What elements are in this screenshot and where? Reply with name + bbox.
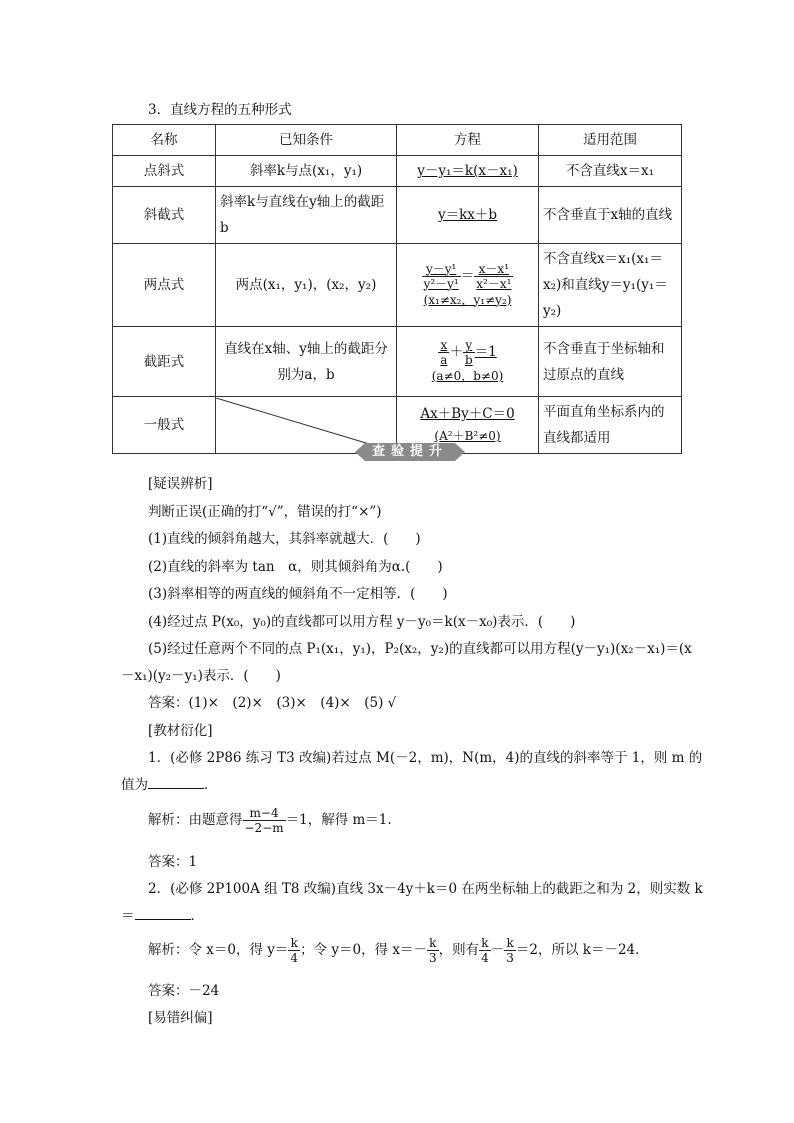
table-header-row [113,125,682,156]
row-equation: $\frac{x}{a}$ ＋ $\frac{y}{b}$ ＝1 (a≠0，b≠0) [397,327,539,397]
row-name: 截距式 [113,327,216,397]
solution-fraction: $\frac{k}{3}$ [506,936,514,965]
answer: 答案：(1)× (2)× (3)× (4)× (5) √ [148,695,397,711]
question-item: (4)经过点 P(x₀，y₀)的直线都可以用方程 y－y₀＝k(x－x₀)表示．( ) [148,614,576,630]
row-equation [397,187,539,244]
row-scope: 平面直角坐标系内的直线都适用 [539,397,682,454]
solution-2: 解析：令 x＝0，得 y＝ $\frac{k}{4}$ ；令 y＝0，得 x＝－ $\frac{k}{3}$ ，则有 $\frac{k}{4}$ － $\frac{k}{3}$ ＝2，所以 k＝－24. [148,936,640,965]
question-item: (5)经过任意两个不同的点 P₁(x₁，y₁)，P₂(x₂，y₂)的直线都可以用方程(y－y₁)(x₂－x₁)＝(x [148,641,692,657]
equation-condition: (A²＋B²≠0) [434,429,501,443]
row-name: 两点式 [113,244,216,327]
table-row [113,156,682,187]
section-label: [教材衍化] [148,723,213,739]
equation-condition: (a≠0，b≠0) [431,369,504,383]
row-scope: 不含直线x＝x₁(x₁＝x₂)和直线y＝y₁(y₁＝y₂) [539,244,682,327]
header-scope: 适用范围 [539,125,682,156]
equation-fraction: $\frac{\text{x－x¹}}{\text{x²－x¹}}$ [476,261,512,291]
solution-fraction: $\frac{m-4}{-2-m}$ [244,806,284,835]
instruction: 判断正误(正确的打“√”，错误的打“×”) [148,504,382,520]
problem-2-cont: ＝ ． [121,908,204,924]
question-item-cont: －x₁)(y₂－y₁)表示．( ) [121,668,281,684]
question-item: (1)直线的倾斜角越大，其斜率就越大．( ) [148,531,421,547]
row-scope: 不含垂直于坐标轴和过原点的直线 [539,327,682,397]
row-scope: 不含垂直于x轴的直线 [539,187,682,244]
answer-blank [135,907,191,920]
equation-fraction: $\frac{x}{a}$ [440,338,448,367]
table-row [113,187,682,244]
problem-2: 2．(必修 2P100A 组 T8 改编)直线 3x－4y＋k＝0 在两坐标轴上的截距之和为 2，则实数 k [148,881,703,897]
answer-blank [148,776,204,789]
row-condition: 斜率k与点(x₁，y₁) [216,156,397,187]
solution-1: 解析：由题意得 $\frac{m-4}{-2-m}$ ＝1，解得 m＝1. [148,806,392,835]
row-name: 点斜式 [113,156,216,187]
equation-condition: (x₁≠x₂，y₁≠y₂) [423,292,512,307]
banner-label: 查验提升 [363,443,457,461]
row-scope: 不含直线x＝x₁ [539,156,682,187]
question-item: (2)直线的斜率为 tan α，则其倾斜角为α.( ) [148,559,443,575]
row-condition: 斜率k与直线在y轴上的截距b [216,187,397,244]
header-condition: 已知条件 [216,125,397,156]
problem-1-cont: 值为 ． [121,777,218,793]
answer: 答案：1 [148,854,198,870]
row-name: 一般式 [113,397,216,454]
header-equation: 方程 [397,125,539,156]
equation-text: y＝kx＋b [437,207,498,223]
line-forms-table [112,124,682,454]
solution-fraction: $\frac{k}{4}$ [290,936,299,965]
table-row [113,244,682,327]
section-label: [易错纠偏] [148,1010,213,1026]
row-name: 斜截式 [113,187,216,244]
equation-text: y－y₁＝k(x－x₁) [417,163,518,179]
answer: 答案：－24 [148,983,220,999]
row-equation: $\frac{\text{y－y¹}}{\text{y²－y¹}}$ ＝ $\frac{\text{x－x¹}}{\text{x²－x¹}}$ (x₁≠x₂，y₁≠y₂) [397,244,539,327]
row-condition: 直线在x轴、y轴上的截距分别为a，b [216,327,397,397]
row-condition: 两点(x₁，y₁)，(x₂，y₂) [216,244,397,327]
solution-fraction: $\frac{k}{3}$ [428,936,437,965]
equation-fraction: $\frac{y}{b}$ [464,338,473,367]
question-item: (3)斜率相等的两直线的倾斜角不一定相等．( ) [148,586,448,602]
equation-fraction: $\frac{\text{y－y¹}}{\text{y²－y¹}}$ [423,261,459,291]
problem-1: 1．(必修 2P86 练习 T3 改编)若过点 M(－2，m)，N(m，4)的直线的斜率等于 1，则 m 的 [148,750,703,766]
section-heading: 3．直线方程的五种形式 [148,102,292,118]
table-row [113,327,682,397]
header-name: 名称 [113,125,216,156]
row-equation [397,156,539,187]
check-banner [355,441,465,463]
solution-fraction: $\frac{k}{4}$ [481,936,489,965]
equation-text: Ax＋By＋C＝0 [420,406,515,422]
section-label: [疑误辨析] [148,476,213,492]
